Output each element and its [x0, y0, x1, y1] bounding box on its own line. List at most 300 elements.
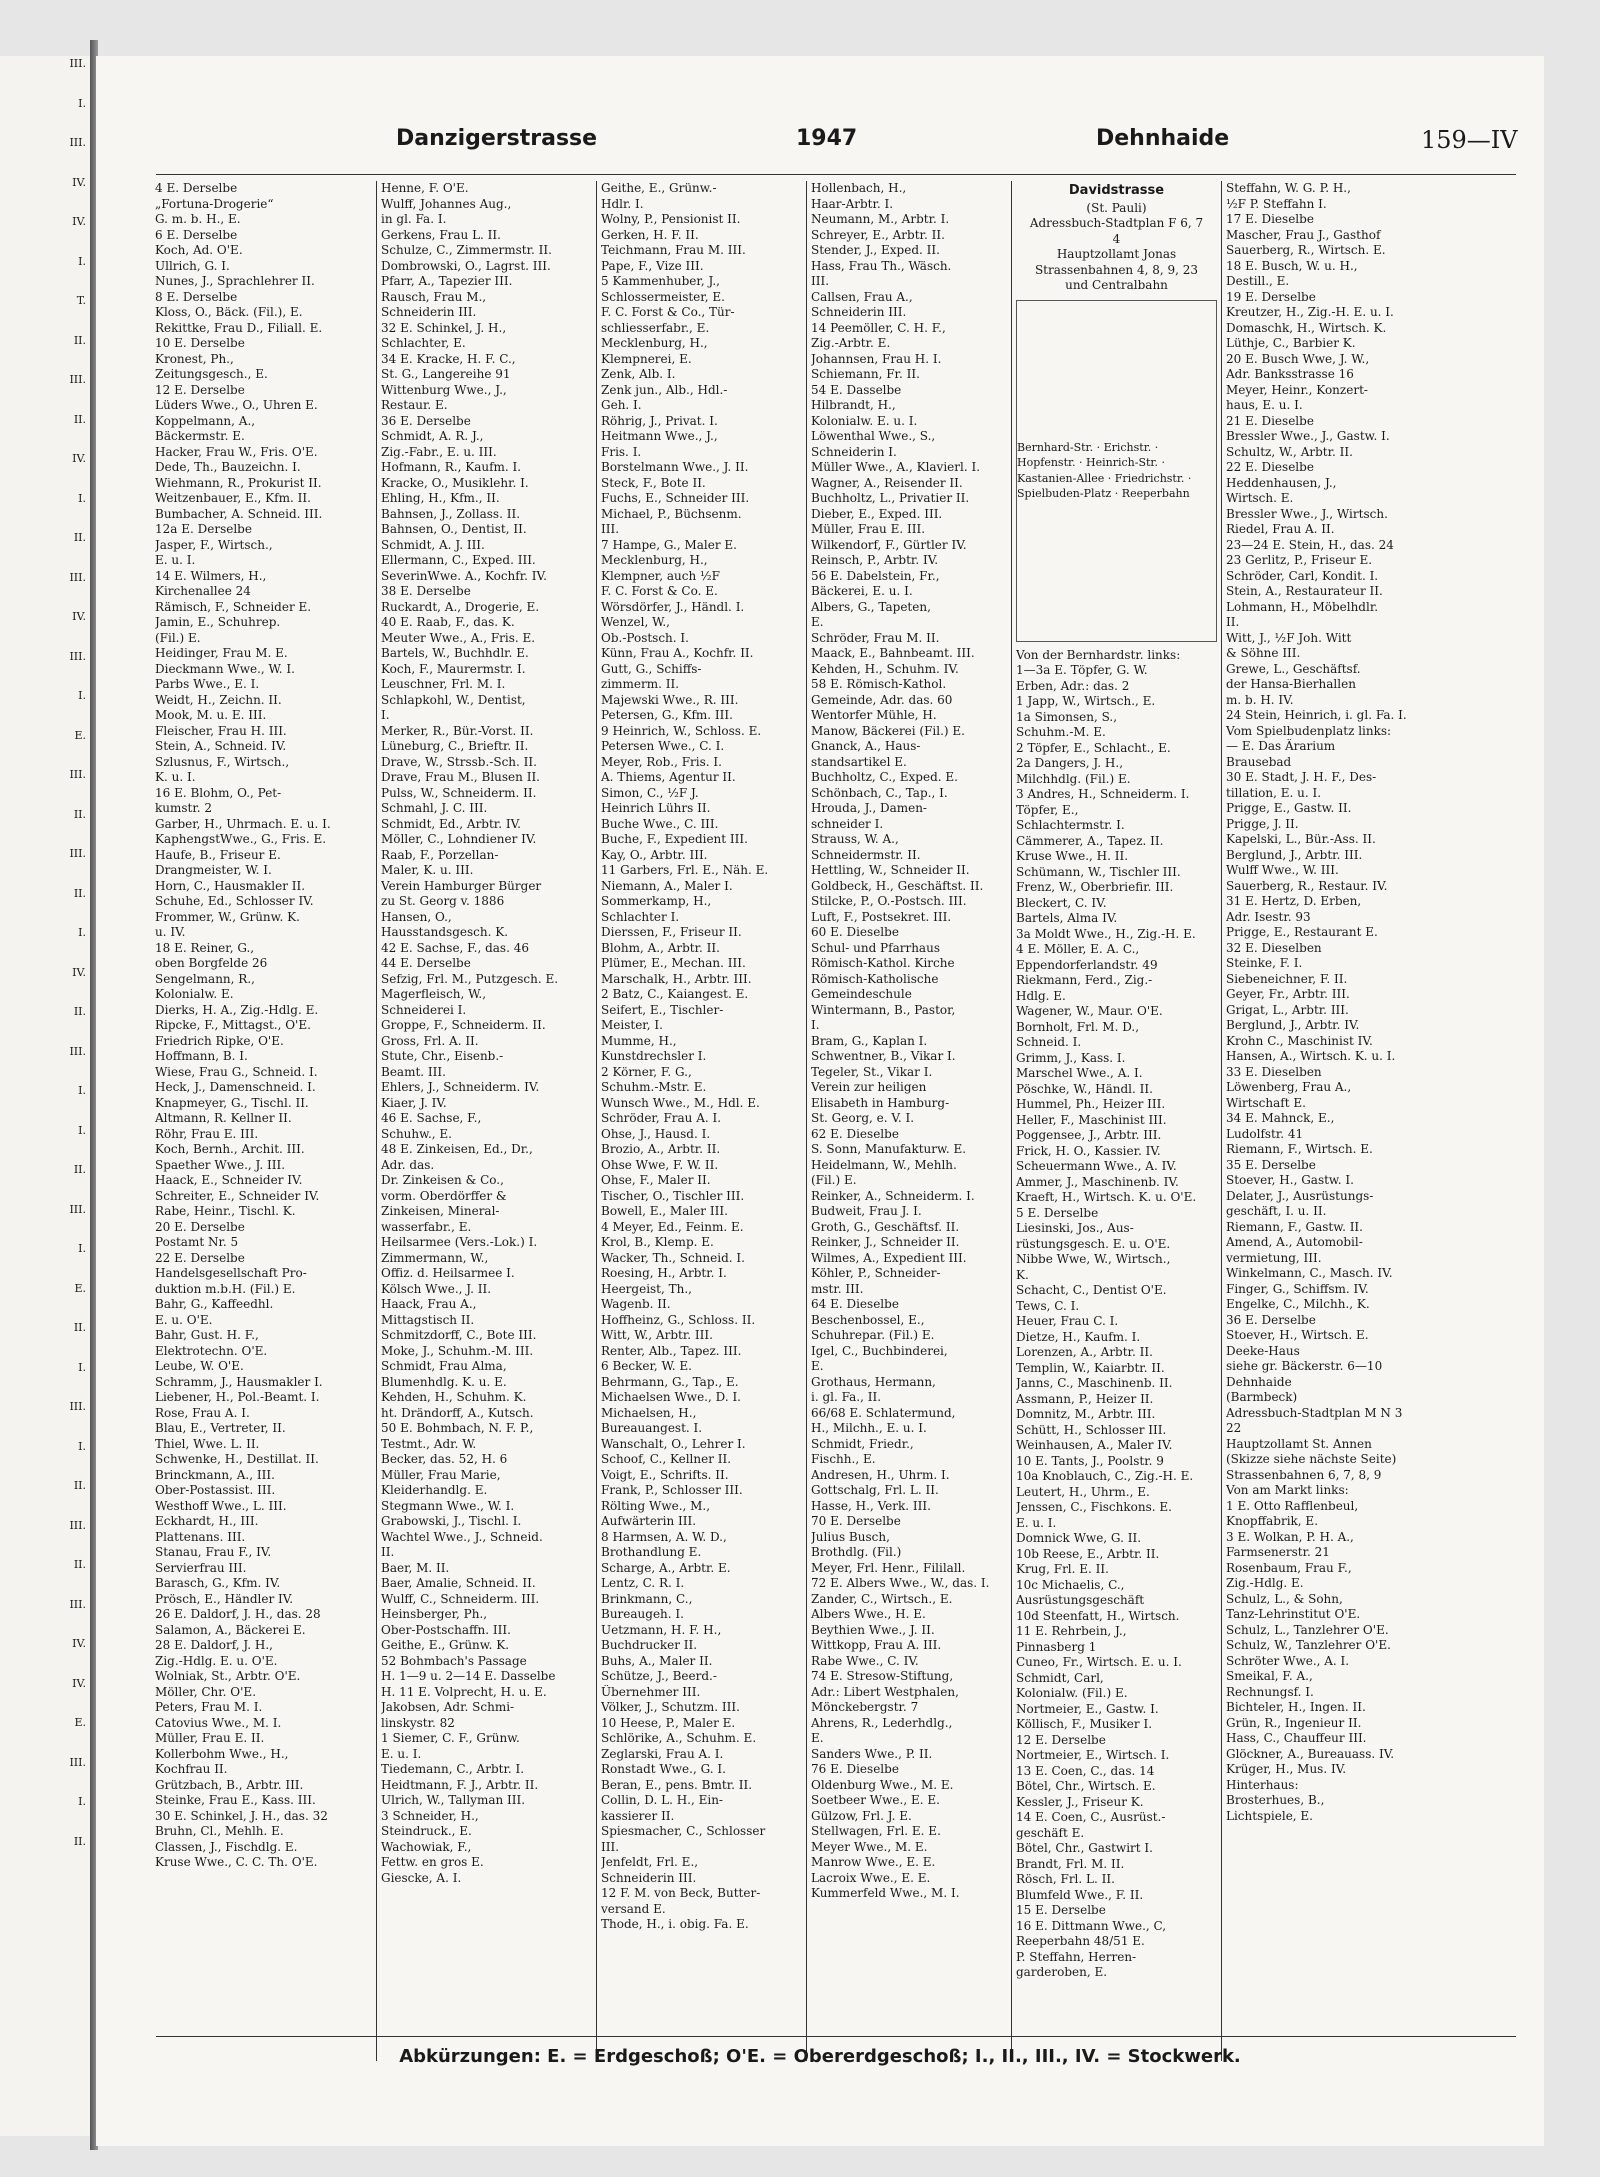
directory-entry-line: Ausrüstungsgeschäft — [1016, 1593, 1145, 1607]
directory-entry-line: Henne, F. O'E. — [381, 181, 469, 195]
directory-entry-line: Nortmeier, E., Wirtsch. I. — [1016, 1748, 1170, 1762]
directory-entry-line: Geithe, E., Grünw.- — [601, 181, 717, 195]
directory-entry-line: Hansen, A., Wirtsch. K. u. I. — [1226, 1049, 1396, 1063]
directory-entry-line: Dehnhaide — [1226, 1374, 1292, 1389]
directory-entry-line: Adr. Banksstrasse 16 — [1226, 367, 1354, 381]
directory-entry-line: 10 E. Tants, J., Poolstr. 9 — [1016, 1453, 1164, 1468]
directory-entry-line: Dieber, E., Exped. III. — [811, 506, 943, 521]
directory-entry-line: Löwenberg, Frau A., — [1226, 1080, 1352, 1094]
directory-entry-line: Prösch, E., Händler IV. — [155, 1591, 294, 1606]
directory-entry-line: 5 E. Derselbe — [1016, 1205, 1099, 1220]
directory-entry-line: Zig.-Fabr., E. u. III. — [381, 444, 497, 459]
directory-entry-line: Stanau, Frau F., IV. — [155, 1545, 272, 1559]
directory-entry-line: Elektrotechn. O'E. — [155, 1343, 268, 1358]
directory-entry-line: Postamt Nr. 5 — [155, 1235, 239, 1249]
directory-entry-line: Lüthje, C., Barbier K. — [1226, 336, 1356, 350]
directory-entry-line: Geyer, Fr., Arbtr. III. — [1226, 987, 1350, 1001]
directory-entry-line: Drangmeister, W. I. — [155, 863, 272, 877]
directory-entry-line: Kehden, H., Schuhm. IV. — [811, 661, 959, 676]
directory-entry-line: Schmidt, Friedr., — [811, 1436, 914, 1451]
directory-entry-line: 1 E. Otto Rafflenbeul, — [1226, 1498, 1359, 1513]
directory-entry-line: Marschalk, H., Arbtr. III. — [601, 971, 752, 986]
directory-entry-line: Reinker, A., Schneiderm. I. — [811, 1188, 975, 1203]
directory-entry-line: Wolniak, St., Arbtr. O'E. — [155, 1669, 301, 1683]
directory-entry-line: Pulss, W., Schneiderm. II. — [381, 785, 537, 800]
directory-entry-line: Buchholtz, C., Exped. E. — [811, 770, 958, 784]
directory-entry-line: Bichteler, H., Ingen. II. — [1226, 1700, 1366, 1714]
directory-entry-line: 62 E. Dieselbe — [811, 1126, 899, 1141]
directory-entry-line: Tiedemann, C., Arbtr. I. — [381, 1762, 525, 1776]
directory-entry-line: Heidtmann, F. J., Arbtr. II. — [381, 1777, 539, 1792]
directory-entry-line: Prigge, E., Restaurant E. — [1226, 925, 1378, 939]
directory-entry-line: Bumbacher, A. Schneid. III. — [155, 506, 323, 521]
directory-entry-line: Baer, Amalie, Schneid. II. — [381, 1576, 536, 1590]
directory-entry-line: 58 E. Römisch-Kathol. — [811, 677, 947, 691]
directory-entry-line: 22 — [1226, 1421, 1242, 1435]
edge-fragment: IV. — [72, 965, 86, 979]
directory-entry-line: Raab, F., Porzellan- — [381, 847, 499, 862]
directory-entry-line: Niemann, A., Maler I. — [601, 878, 733, 893]
edge-fragment: III. — [69, 570, 86, 584]
directory-entry-line: Elisabeth in Hamburg- — [811, 1095, 950, 1110]
directory-entry-line: Kreutzer, H., Zig.-H. E. u. I. — [1226, 305, 1394, 319]
directory-entry-line: schliesserfabr., E. — [601, 320, 710, 335]
edge-fragment: I. — [78, 254, 86, 268]
directory-entry-line: Schröder, Frau M. II. — [811, 630, 940, 645]
edge-fragment: E. — [74, 1281, 86, 1295]
directory-entry-line: Knopffabrik, E. — [1226, 1514, 1319, 1528]
directory-entry-line: St. G., Langereihe 91 — [381, 367, 511, 381]
directory-entry-line: Grabowski, J., Tischl. I. — [381, 1514, 522, 1528]
directory-entry-line: Petersen Wwe., C. I. — [601, 739, 725, 753]
directory-entry-line: 4 E. Möller, E. A. C., — [1016, 942, 1140, 956]
directory-entry-line: Neumann, M., Arbtr. I. — [811, 212, 950, 226]
column-4 — [806, 181, 1011, 2061]
street-info-line: und Centralbahn — [1065, 278, 1168, 292]
directory-entry-line: Schlörike, A., Schuhm. E. — [601, 1731, 757, 1745]
directory-entry-line: 7 Hampe, G., Maler E. — [601, 537, 737, 552]
directory-entry-line: Brausebad — [1226, 754, 1292, 769]
directory-entry-line: Roesing, H., Arbtr. I. — [601, 1266, 727, 1280]
directory-entry-line: Wirtsch. E. — [1226, 491, 1294, 505]
directory-entry-line: Brandt, Frl. M. II. — [1016, 1856, 1125, 1871]
directory-entry-line: 52 Bohmbach's Passage — [381, 1653, 527, 1668]
edge-fragment: II. — [73, 412, 86, 426]
directory-entry-line: geschäft E. — [1016, 1825, 1085, 1840]
directory-entry-line: Cuneo, Fr., Wirtsch. E. u. I. — [1016, 1655, 1182, 1669]
street-map-sketch — [1016, 300, 1217, 642]
directory-entry-line: Rösch, Frl. L. II. — [1016, 1872, 1115, 1886]
directory-entry-line: Lacroix Wwe., E. E. — [811, 1870, 931, 1885]
directory-entry-line: Sauerberg, R., Restaur. IV. — [1226, 878, 1388, 893]
directory-entry-line: Heidelmann, W., Mehlh. — [811, 1157, 957, 1172]
directory-entry-line: Kolonialw. E. u. I. — [811, 413, 918, 428]
directory-entry-line: Dede, Th., Bauzeichn. I. — [155, 460, 301, 474]
directory-entry-line: Wiehmann, R., Prokurist II. — [155, 475, 322, 490]
directory-entry-line: 33 E. Dieselben — [1226, 1064, 1322, 1079]
directory-entry-line: Hoffheinz, G., Schloss. II. — [601, 1312, 756, 1327]
directory-entry-line: Goldbeck, H., Geschäftst. II. — [811, 878, 984, 893]
directory-entry-line: Steinke, F. I. — [1226, 956, 1303, 970]
directory-entry-line: 31 E. Hertz, D. Erben, — [1226, 894, 1362, 908]
directory-entry-line: S. Sonn, Manufakturw. E. — [811, 1142, 967, 1156]
directory-entry-line: Zeitungsgesch., E. — [155, 367, 268, 381]
directory-entry-line: Bressler Wwe., J., Wirtsch. — [1226, 506, 1388, 521]
directory-entry-line: Geithe, E., Grünw. K. — [381, 1638, 510, 1652]
directory-entry-line: Liesinski, Jos., Aus- — [1016, 1221, 1134, 1235]
directory-entry-line: linskystr. 82 — [381, 1715, 455, 1730]
directory-entry-line: Dierssen, F., Friseur II. — [601, 925, 742, 939]
directory-entry-line: Schuhm.-M. E. — [1016, 725, 1106, 739]
directory-entry-line: Bahnsen, J., Zollass. II. — [381, 506, 521, 521]
directory-entry-line: Pfarr, A., Tapezier III. — [381, 274, 513, 288]
directory-entry-line: Wörsdörfer, J., Händl. I. — [601, 599, 745, 614]
directory-entry-line: Winkelmann, C., Masch. IV. — [1226, 1266, 1393, 1280]
directory-entry-line: Lichtspiele, E. — [1226, 1808, 1313, 1823]
directory-entry-line: Manrow Wwe., E. E. — [811, 1855, 936, 1869]
directory-entry-line: Ronstadt Wwe., G. I. — [601, 1762, 726, 1776]
directory-entry-line: Bruhn, Cl., Mehlh. E. — [155, 1824, 284, 1838]
directory-entry-line: 66/68 E. Schlatermund, — [811, 1405, 956, 1420]
directory-entry-line: Dieckmann Wwe., W. I. — [155, 661, 295, 676]
directory-entry-line: 18 E. Reiner, G., — [155, 940, 255, 955]
directory-entry-line: Michael, P., Büchsenm. — [601, 506, 742, 521]
directory-entry-line: Krohn C., Maschinist IV. — [1226, 1033, 1373, 1048]
directory-entry-line: Michaelsen, H., — [601, 1405, 697, 1420]
directory-entry-line: Blohm, A., Arbtr. II. — [601, 940, 720, 955]
directory-entry-line: Schulze, C., Zimmermstr. II. — [381, 243, 552, 257]
edge-fragment: I. — [78, 1084, 86, 1097]
directory-entry-line: Mascher, Frau J., Gasthof — [1226, 227, 1381, 242]
directory-entry-line: Manow, Bäckerei (Fil.) E. — [811, 723, 965, 738]
directory-entry-line: Michaelsen Wwe., D. I. — [601, 1390, 741, 1404]
directory-entry-line: Altmann, R. Kellner II. — [155, 1111, 292, 1125]
directory-entry-line: Zeglarski, Frau A. I. — [601, 1746, 724, 1761]
directory-entry-line: Schümann, W., Tischler III. — [1016, 864, 1181, 879]
directory-entry-line: Kraeft, H., Wirtsch. K. u. O'E. — [1016, 1190, 1197, 1204]
directory-entry-line: Schneiderei I. — [381, 1002, 467, 1017]
directory-entry-line: Drave, W., Strssb.-Sch. II. — [381, 754, 537, 769]
directory-entry-line: m. b. H. IV. — [1226, 692, 1294, 707]
directory-entry-line: Lüders Wwe., O., Uhren E. — [155, 398, 318, 412]
directory-entry-line: Bäckerei, E. u. I. — [811, 584, 913, 598]
directory-entry-line: Frick, H. O., Kassier. IV. — [1016, 1143, 1161, 1158]
directory-entry-line: 6 E. Derselbe — [155, 227, 238, 242]
directory-entry-line: Collin, D. L. H., Ein- — [601, 1793, 723, 1807]
directory-entry-line: Riedel, Frau A. II. — [1226, 522, 1335, 536]
directory-entry-line: Gross, Frl. A. II. — [381, 1033, 479, 1048]
directory-entry-line: Wolny, P., Pensionist II. — [601, 212, 741, 226]
directory-entry-line: Krüger, H., Mus. IV. — [1226, 1762, 1347, 1776]
directory-entry-line: K. u. I. — [155, 770, 196, 784]
directory-entry-line: Wentorfer Mühle, H. — [811, 708, 937, 722]
directory-entry-line: Steck, F., Bote II. — [601, 475, 706, 490]
directory-entry-line: Gülzow, Frl. J. E. — [811, 1808, 912, 1823]
directory-entry-line: Schneidermstr. II. — [811, 847, 921, 862]
directory-entry-line: Majewski Wwe., R. III. — [601, 692, 739, 707]
edge-fragment: II. — [73, 531, 86, 544]
directory-entry-line: Heinrich Lührs II. — [601, 801, 711, 815]
directory-entry-line: 18 E. Busch, W. u. H., — [1226, 258, 1358, 273]
directory-entry-line: Buche, F., Expedient III. — [601, 832, 748, 846]
directory-entry-line: haus, E. u. I. — [1226, 398, 1303, 412]
directory-entry-line: Domnick Wwe, G. II. — [1016, 1531, 1142, 1545]
directory-entry-line: Kiaer, J. IV. — [381, 1095, 447, 1110]
directory-entry-line: Cämmerer, A., Tapez. II. — [1016, 833, 1164, 848]
directory-entry-line: Rämisch, F., Schneider E. — [155, 599, 312, 614]
directory-entry-line: Zig.-Hdlg. E. — [1226, 1576, 1304, 1590]
directory-entry-line: Destill., E. — [1226, 274, 1290, 288]
directory-entry-line: 3a Moldt Wwe., H., Zig.-H. E. — [1016, 926, 1196, 941]
directory-entry-line: 1a Simonsen, S., — [1016, 709, 1118, 724]
directory-entry-line: Scharge, A., Arbtr. E. — [601, 1560, 731, 1575]
directory-entry-line: E. u. I. — [155, 553, 196, 567]
directory-entry-line: Hass, Frau Th., Wäsch. — [811, 258, 952, 273]
directory-entry-line: Bureaugeh. I. — [601, 1607, 684, 1621]
directory-entry-line: Frenz, W., Oberbriefir. III. — [1016, 880, 1174, 894]
directory-entry-line: Heller, F., Maschinist III. — [1016, 1112, 1167, 1127]
directory-entry-line: Sengelmann, R., — [155, 971, 255, 986]
directory-entry-line: 2 Körner, F. G., — [601, 1064, 692, 1079]
street-info-line: Strassenbahnen 4, 8, 9, 23 — [1034, 262, 1199, 277]
directory-entry-line: Kracke, O., Musiklehr. I. — [381, 475, 529, 490]
directory-entry-line: Schreiter, E., Schneider IV. — [155, 1188, 320, 1203]
directory-entry-line: Ob.-Postsch. I. — [601, 630, 689, 645]
directory-entry-line: Wachowiak, F., — [381, 1839, 472, 1854]
directory-entry-line: Kölsch Wwe., J. II. — [381, 1281, 492, 1296]
directory-entry-line: Schwenke, H., Destillat. II. — [155, 1452, 319, 1466]
directory-entry-line: Zenk, Alb. I. — [601, 367, 676, 381]
directory-entry-line: Wenzel, W., — [601, 615, 670, 629]
directory-entry-line: Schuhw., E. — [381, 1126, 452, 1141]
directory-entry-line: Müller, Frau Marie, — [381, 1467, 501, 1482]
directory-entry-line: mstr. III. — [811, 1281, 864, 1296]
directory-entry-line: 20 E. Busch Wwe, J. W., — [1226, 351, 1370, 366]
directory-entry-line: Thiel, Wwe. L. II. — [155, 1436, 260, 1451]
edge-fragment: III. — [69, 136, 86, 149]
directory-entry-line: kassierer II. — [601, 1808, 675, 1823]
directory-entry-line: Hansen, O., — [381, 909, 452, 924]
directory-entry-line: 23—24 E. Stein, H., das. 24 — [1226, 537, 1394, 552]
directory-entry-line: Stilcke, P., O.-Postsch. III. — [811, 894, 967, 908]
edge-fragment: I. — [78, 926, 86, 939]
directory-entry-line: Groth, G., Geschäftsf. II. — [811, 1219, 960, 1234]
directory-entry-line: Templin, W., Kaiarbtr. II. — [1016, 1360, 1165, 1375]
directory-entry-line: Stegmann Wwe., W. I. — [381, 1498, 515, 1513]
directory-entry-line: Gemeinde, Adr. das. 60 — [811, 692, 953, 707]
directory-entry-line: Schramm, J., Hausmakler I. — [155, 1374, 323, 1389]
directory-entry-line: Merker, R., Bür.-Vorst. II. — [381, 723, 534, 738]
directory-entry-line: Milchhdlg. (Fil.) E. — [1016, 771, 1131, 786]
directory-entry-line: vorm. Oberdörffer & — [381, 1188, 507, 1203]
directory-entry-line: Andresen, H., Uhrm. I. — [811, 1467, 950, 1482]
directory-entry-line: Kruse Wwe., H. II. — [1016, 849, 1129, 863]
directory-entry-line: Nibbe Wwe, W., Wirtsch., — [1016, 1252, 1171, 1266]
directory-entry-line: Garber, H., Uhrmach. E. u. I. — [155, 816, 331, 831]
directory-entry-line: Schoof, C., Kellner II. — [601, 1452, 732, 1466]
directory-entry-line: Fettw. en gros E. — [381, 1855, 484, 1869]
directory-entry-line: III. — [601, 1839, 620, 1854]
directory-entry-line: Behrmann, G., Tap., E. — [601, 1374, 739, 1389]
directory-entry-line: Lorenzen, A., Arbtr. II. — [1016, 1345, 1153, 1359]
directory-entry-line: Adressbuch-Stadtplan M N 3 — [1226, 1405, 1403, 1420]
directory-entry-line: A. Thiems, Agentur II. — [601, 770, 736, 784]
directory-entry-line: Schütze, J., Beerd.- — [601, 1669, 717, 1683]
directory-entry-line: Buchdrucker II. — [601, 1638, 698, 1652]
edge-fragment: III. — [69, 1755, 86, 1769]
directory-entry-line: Grützbach, B., Arbtr. III. — [155, 1777, 304, 1792]
directory-entry-line: Fris. I. — [601, 444, 642, 459]
directory-entry-line: Marschel Wwe., A. I. — [1016, 1066, 1143, 1080]
directory-entry-line: 3 Schneider, H., — [381, 1808, 479, 1823]
directory-entry-line: Strassenbahnen 6, 7, 8, 9 — [1226, 1467, 1382, 1482]
directory-entry-line: F. C. Forst & Co., Tür- — [601, 305, 735, 319]
directory-entry-line: Eckhardt, H., III. — [155, 1514, 259, 1528]
directory-entry-line: Sanders Wwe., P. II. — [811, 1746, 933, 1761]
directory-entry-line: Bahr, G., Kaffeedhl. — [155, 1297, 274, 1311]
directory-columns — [151, 181, 1521, 2061]
directory-entry-line: Glöckner, A., Bureauass. IV. — [1226, 1746, 1395, 1761]
directory-entry-line: Jenfeldt, Frl. E., — [601, 1855, 699, 1869]
directory-entry-line: Rekittke, Frau D., Filiall. E. — [155, 320, 323, 335]
directory-entry-line: Sauerberg, R., Wirtsch. E. — [1226, 243, 1386, 257]
directory-entry-line: Riekmann, Ferd., Zig.- — [1016, 973, 1153, 987]
directory-entry-line: Offiz. d. Heilsarmee I. — [381, 1266, 515, 1280]
directory-entry-line: 56 E. Dabelstein, Fr., — [811, 568, 940, 583]
directory-entry-line: Wilmes, A., Expedient III. — [811, 1250, 967, 1265]
edge-fragment: IV. — [72, 1676, 86, 1690]
directory-entry-line: Hdlg. E. — [1016, 988, 1066, 1003]
street-heading: Davidstrasse — [1068, 183, 1165, 198]
directory-entry-line: 72 E. Albers Wwe., W., das. I. — [811, 1576, 990, 1590]
directory-entry-line: Buhs, A., Maler II. — [601, 1653, 713, 1668]
directory-entry-line: 4 Meyer, Ed., Feinm. E. — [601, 1219, 744, 1234]
directory-entry-line: Knapmeyer, G., Tischl. II. — [155, 1095, 309, 1110]
directory-entry-line: Giescke, A. I. — [381, 1870, 462, 1885]
directory-entry-line: Rölting Wwe., M., — [601, 1498, 711, 1513]
directory-entry-line: Bornholt, Frl. M. D., — [1016, 1019, 1140, 1034]
directory-page — [96, 56, 1544, 2146]
directory-entry-line: Ehling, H., Kfm., II. — [381, 491, 500, 505]
directory-entry-line: Ulrich, W., Tallyman III. — [381, 1793, 526, 1807]
directory-entry-line: Grothaus, Hermann, — [811, 1374, 936, 1389]
edge-fragment: T. — [76, 294, 86, 307]
directory-entry-line: Moke, J., Schuhm.-M. III. — [381, 1343, 534, 1358]
directory-entry-line: Steinke, Frau E., Kass. III. — [155, 1793, 316, 1807]
directory-entry-line: 9 Heinrich, W., Schloss. E. — [601, 723, 762, 738]
directory-entry-line: Igel, C., Buchbinderei, — [811, 1343, 948, 1358]
directory-entry-line: Ohse Wwe, F. W. II. — [601, 1157, 719, 1172]
directory-entry-line: 34 E. Mahnck, E., — [1226, 1111, 1335, 1125]
directory-entry-line: Hoffmann, B. I. — [155, 1049, 248, 1063]
directory-entry-line: (Fil.) E. — [811, 1173, 857, 1187]
directory-entry-line: garderoben, E. — [1016, 1965, 1108, 1979]
directory-entry-line: SeverinWwe. A., Kochfr. IV. — [381, 568, 547, 583]
directory-entry-line: Callsen, Frau A., — [811, 289, 913, 304]
directory-entry-line: Restaur. E. — [381, 398, 448, 412]
directory-entry-line: 22 E. Dieselbe — [1226, 460, 1314, 474]
directory-entry-line: Schmidt, Carl, — [1016, 1670, 1104, 1685]
directory-entry-line: ½F P. Steffahn I. — [1226, 196, 1327, 211]
directory-entry-line: 32 E. Schinkel, J. H., — [381, 320, 507, 335]
directory-entry-line: Barasch, G., Kfm. IV. — [155, 1576, 281, 1590]
directory-entry-line: Handelsgesellschaft Pro- — [155, 1266, 307, 1280]
directory-entry-line: Dr. Zinkeisen & Co., — [381, 1173, 504, 1187]
directory-entry-line: II. — [381, 1545, 395, 1559]
directory-entry-line: Voigt, E., Schrifts. II. — [601, 1467, 729, 1482]
directory-entry-line: Nunes, J., Sprachlehrer II. — [155, 274, 315, 288]
directory-entry-line: E. — [811, 1359, 824, 1373]
directory-entry-line: Meyer, Heinr., Konzert- — [1226, 382, 1368, 397]
directory-entry-line: Koppelmann, A., — [155, 413, 256, 428]
directory-entry-line: Tegeler, St., Vikar I. — [811, 1064, 933, 1079]
directory-entry-line: Strauss, W. A., — [811, 832, 899, 846]
column-5 — [1011, 181, 1221, 2061]
edge-fragment: I. — [78, 1795, 86, 1808]
directory-entry-line: Von am Markt links: — [1226, 1483, 1349, 1497]
directory-entry-line: 3 Andres, H., Schneiderm. I. — [1016, 787, 1190, 801]
edge-fragment: IV. — [72, 215, 86, 228]
directory-entry-line: Amend, A., Automobil- — [1226, 1235, 1363, 1249]
directory-entry-line: Heck, J., Damenschneid. I. — [155, 1080, 316, 1094]
directory-entry-line: 23 Gerlitz, P., Friseur E. — [1226, 553, 1373, 567]
directory-entry-line: Heuer, Frau C. I. — [1016, 1314, 1119, 1328]
directory-entry-line: Kunstdrechsler I. — [601, 1049, 707, 1063]
directory-entry-line: Rose, Frau A. I. — [155, 1405, 250, 1420]
directory-entry-line: Weinhausen, A., Maler IV. — [1016, 1438, 1173, 1452]
directory-entry-line: Blumenhdlg. K. u. E. — [381, 1374, 507, 1389]
directory-entry-line: 48 E. Zinkeisen, Ed., Dr., — [381, 1142, 533, 1156]
edge-fragment: I. — [78, 491, 86, 505]
directory-entry-line: Kolonialw. (Fil.) E. — [1016, 1686, 1128, 1700]
directory-entry-line: Zig.-Arbtr. E. — [811, 336, 891, 350]
directory-entry-line: Kessler, J., Friseur K. — [1016, 1794, 1144, 1809]
directory-entry-line: Catovius Wwe., M. I. — [155, 1715, 282, 1730]
directory-entry-line: 14 E. Coen, C., Ausrüst.- — [1016, 1810, 1166, 1824]
directory-entry-line: Hass, C., Chauffeur III. — [1226, 1731, 1367, 1745]
directory-entry-line: Drave, Frau M., Blusen II. — [381, 770, 540, 784]
directory-entry-line: Domnitz, M., Arbtr. III. — [1016, 1407, 1156, 1421]
directory-entry-line: Thode, H., i. obig. Fa. E. — [601, 1917, 749, 1931]
directory-entry-line: & Söhne III. — [1226, 646, 1301, 660]
directory-entry-line: Bleckert, C. IV. — [1016, 895, 1107, 910]
directory-entry-line: Ober-Postassist. III. — [155, 1483, 276, 1497]
directory-entry-line: Riemann, F., Wirtsch. E. — [1226, 1142, 1373, 1156]
directory-entry-line: geschäft, I. u. II. — [1226, 1204, 1327, 1218]
directory-entry-line: Wittkopp, Frau A. III. — [811, 1638, 942, 1652]
directory-entry-line: Brothdlg. (Fil.) — [811, 1545, 902, 1559]
directory-entry-line: 50 E. Bohmbach, N. F. P., — [381, 1421, 534, 1435]
directory-entry-line: Röhr, Frau E. III. — [155, 1126, 259, 1141]
directory-entry-line: Krug, Frl. E. II. — [1016, 1562, 1109, 1576]
directory-entry-line: Ruckardt, A., Drogerie, E. — [381, 599, 540, 614]
directory-entry-line: Steindruck., E. — [381, 1824, 472, 1838]
directory-entry-line: Müller Wwe., A., Klavierl. I. — [811, 460, 981, 474]
directory-entry-line: 76 E. Dieselbe — [811, 1762, 899, 1776]
directory-entry-line: Bötel, Chr., Gastwirt I. — [1016, 1841, 1153, 1855]
edge-fragment: I. — [78, 1360, 86, 1374]
directory-entry-line: Oldenburg Wwe., M. E. — [811, 1777, 954, 1792]
directory-entry-line: Bötel, Chr., Wirtsch. E. — [1016, 1779, 1156, 1793]
directory-entry-line: Heidinger, Frau M. E. — [155, 646, 288, 660]
directory-entry-line: Liebener, H., Pol.-Beamt. I. — [155, 1390, 320, 1404]
directory-entry-line: Baer, M. II. — [381, 1560, 450, 1575]
directory-entry-line: Wagener, W., Maur. O'E. — [1016, 1004, 1163, 1018]
directory-entry-line: Künn, Frau A., Kochfr. II. — [601, 646, 754, 660]
directory-entry-line: Kehden, H., Schuhm. K. — [381, 1390, 527, 1404]
directory-entry-line: 12 F. M. von Beck, Butter- — [601, 1886, 761, 1900]
directory-entry-line: 70 E. Derselbe — [811, 1514, 901, 1528]
